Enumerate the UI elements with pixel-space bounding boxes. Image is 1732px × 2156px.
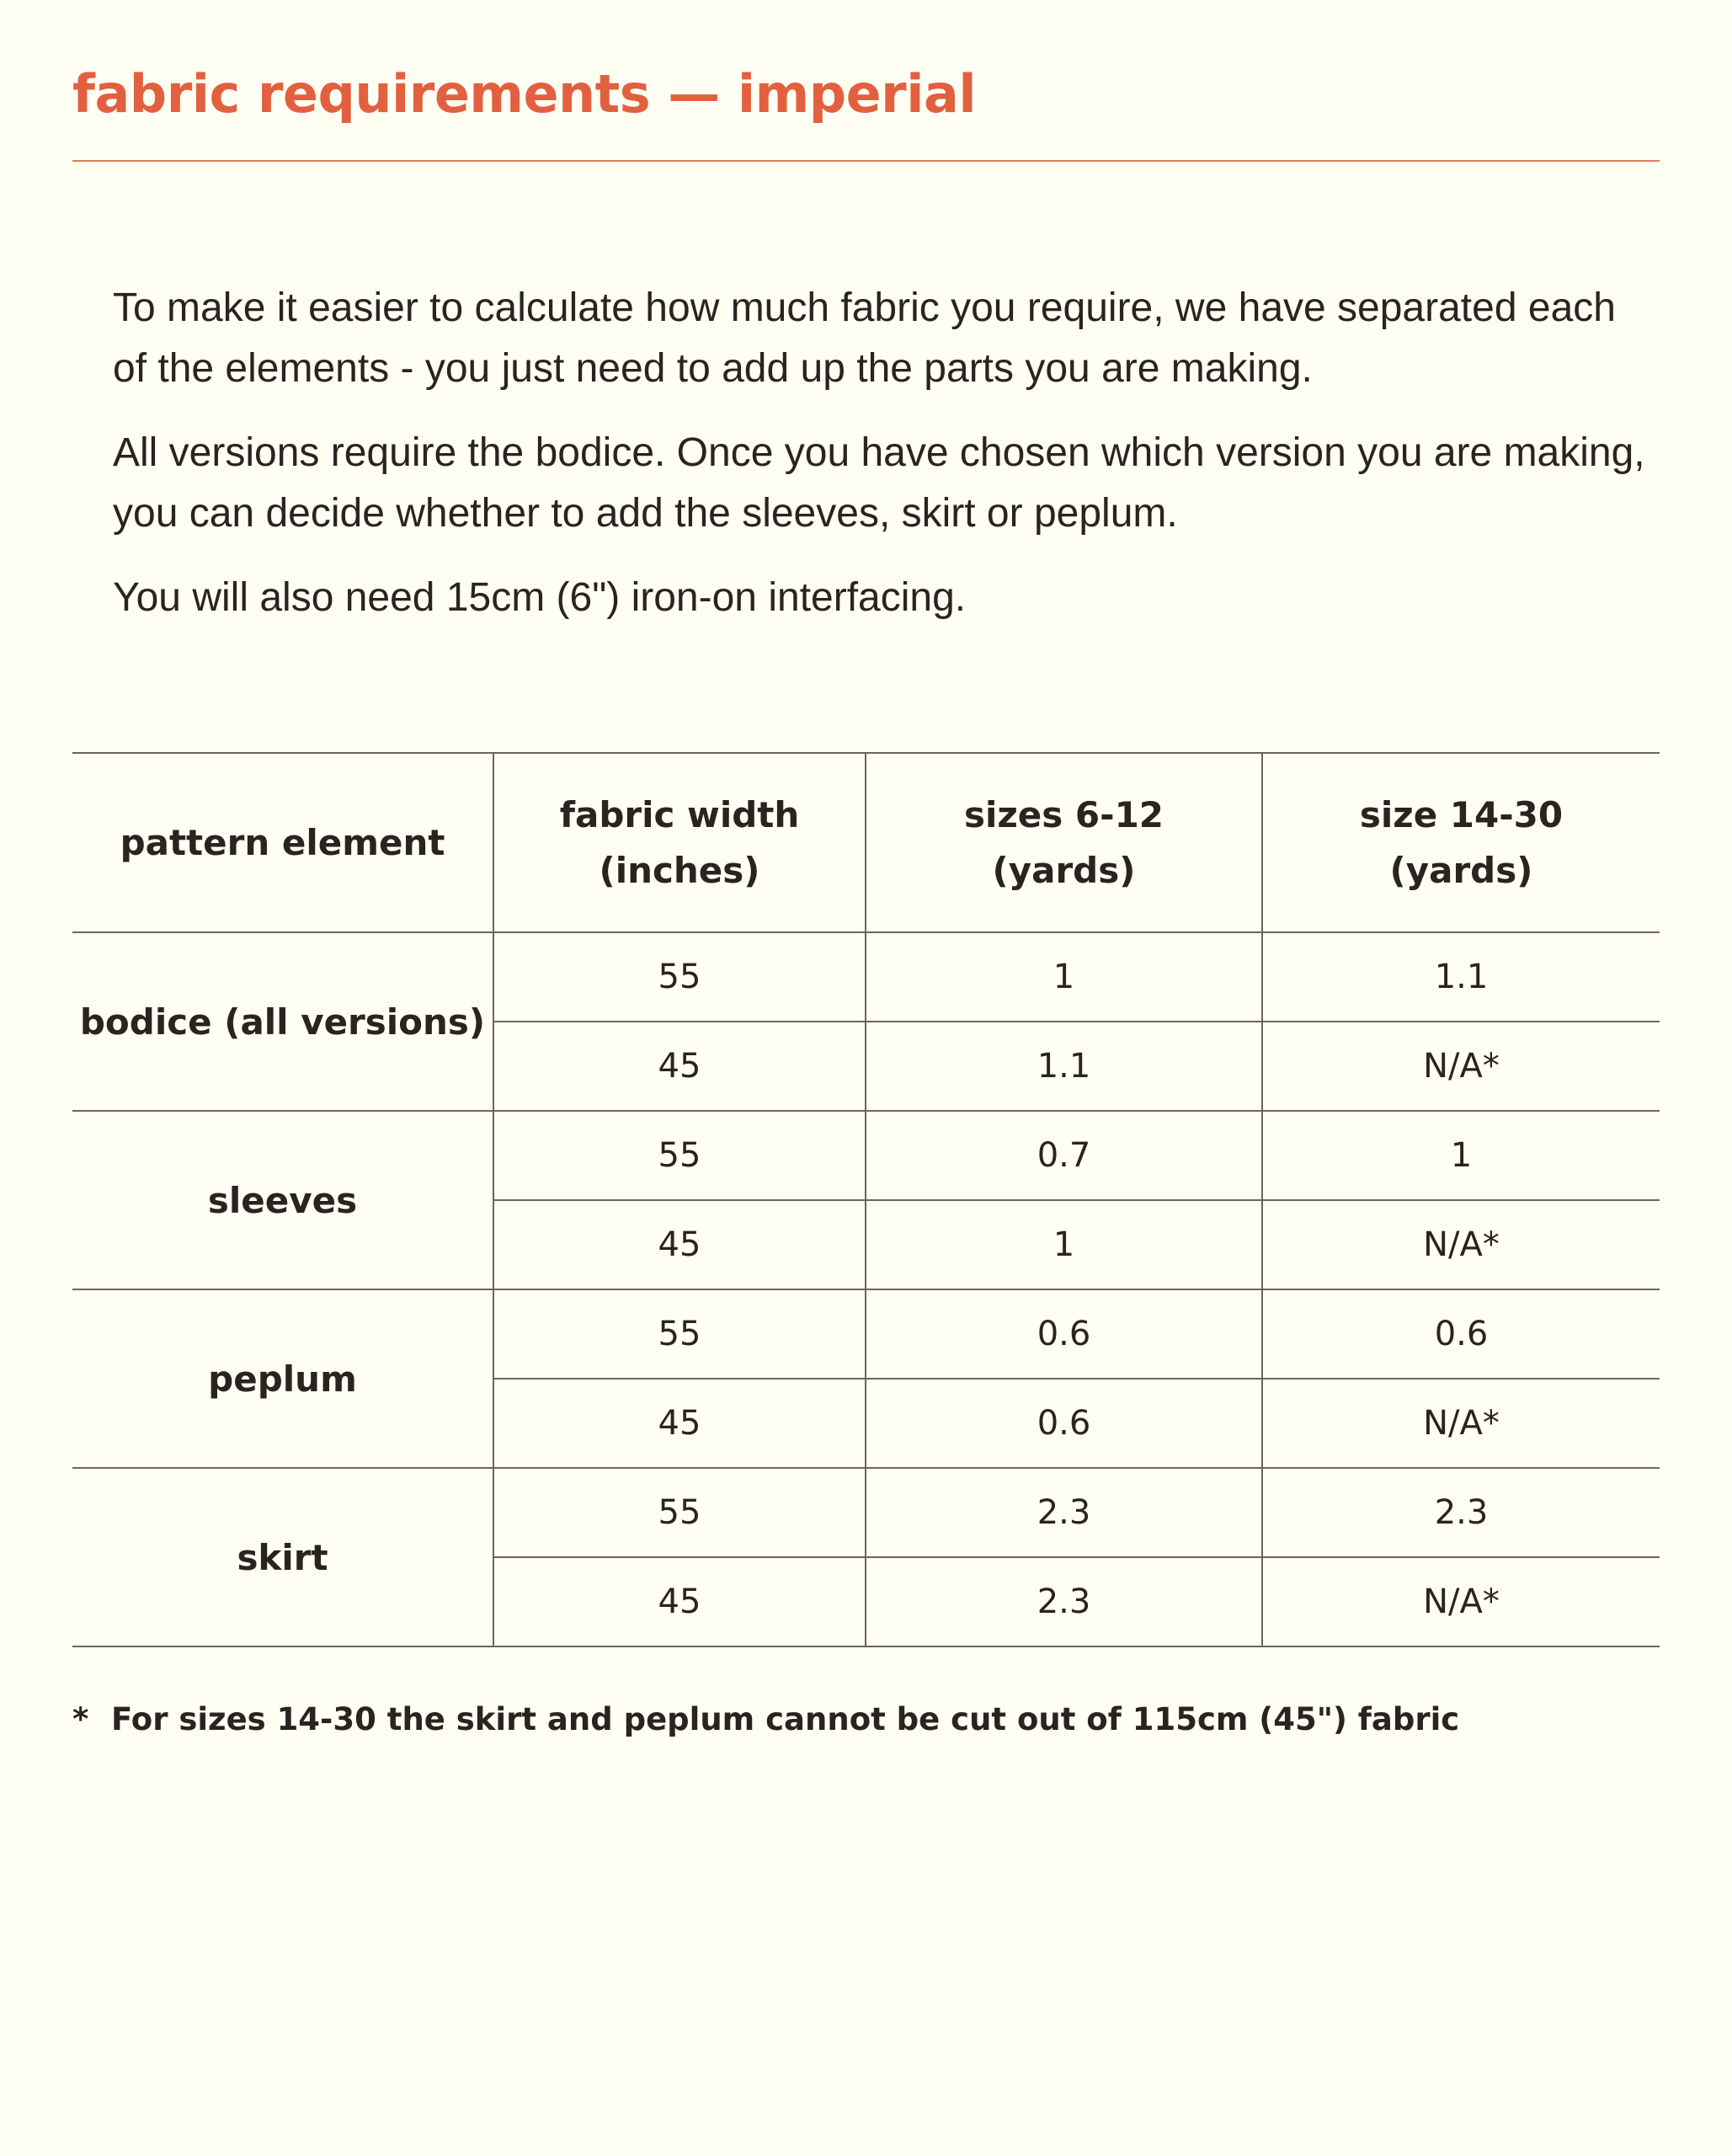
header-size-14-30: size 14-30 (yards) [1262,753,1660,932]
table-header-row [72,753,1660,932]
fabric-width-cell: 45 [493,1557,866,1646]
sizes-6-12-cell: 0.6 [866,1379,1262,1468]
header-fabric-width: fabric width (inches) [493,753,866,932]
table-row [72,1468,1660,1557]
size-14-30-cell: 0.6 [1262,1289,1660,1379]
sizes-6-12-cell: 1 [866,932,1262,1022]
size-14-30-cell: 1 [1262,1111,1660,1200]
header-pattern-element: pattern element [72,753,493,932]
table-row [72,1289,1660,1379]
sizes-6-12-cell: 1.1 [866,1022,1262,1111]
sizes-6-12-cell: 0.7 [866,1111,1262,1200]
fabric-width-cell: 55 [493,1289,866,1379]
fabric-width-cell: 55 [493,1111,866,1200]
fabric-requirements-table [72,752,1660,1647]
sizes-6-12-cell: 2.3 [866,1557,1262,1646]
element-sleeves: sleeves [72,1111,493,1289]
size-14-30-cell: N/A* [1262,1022,1660,1111]
footnote [72,1701,1459,1737]
title-divider [72,160,1660,162]
element-peplum: peplum [72,1289,493,1468]
fabric-width-cell: 45 [493,1379,866,1468]
table-row [72,932,1660,1022]
size-14-30-cell: 1.1 [1262,932,1660,1022]
size-14-30-cell: 2.3 [1262,1468,1660,1557]
fabric-width-cell: 45 [493,1022,866,1111]
footnote-text: For sizes 14-30 the skirt and peplum cannot be cut out of 115cm (45") fabric [111,1701,1460,1737]
header-sizes-6-12: sizes 6-12 (yards) [866,753,1262,932]
element-skirt: skirt [72,1468,493,1646]
size-14-30-cell: N/A* [1262,1379,1660,1468]
intro-paragraph: To make it easier to calculate how much fabric you require, we have separated each of the elements - you just need to add up the parts you are making. [113,286,1616,391]
sizes-6-12-cell: 0.6 [866,1289,1262,1379]
fabric-width-cell: 55 [493,1468,866,1557]
intro-paragraph: You will also need 15cm (6") iron-on interfacing. [113,575,967,620]
table-row [72,1111,1660,1200]
size-14-30-cell: N/A* [1262,1200,1660,1289]
footnote-marker: * [72,1701,89,1737]
element-bodice: bodice (all versions) [72,932,493,1111]
sizes-6-12-cell: 1 [866,1200,1262,1289]
fabric-width-cell: 55 [493,932,866,1022]
fabric-width-cell: 45 [493,1200,866,1289]
page-title: fabric requirements — imperial [72,63,977,125]
intro-text [113,278,1654,652]
sizes-6-12-cell: 2.3 [866,1468,1262,1557]
intro-paragraph: All versions require the bodice. Once you have chosen which version you are making, you can decide whether to add the sleeves, skirt or peplum. [113,430,1645,536]
size-14-30-cell: N/A* [1262,1557,1660,1646]
